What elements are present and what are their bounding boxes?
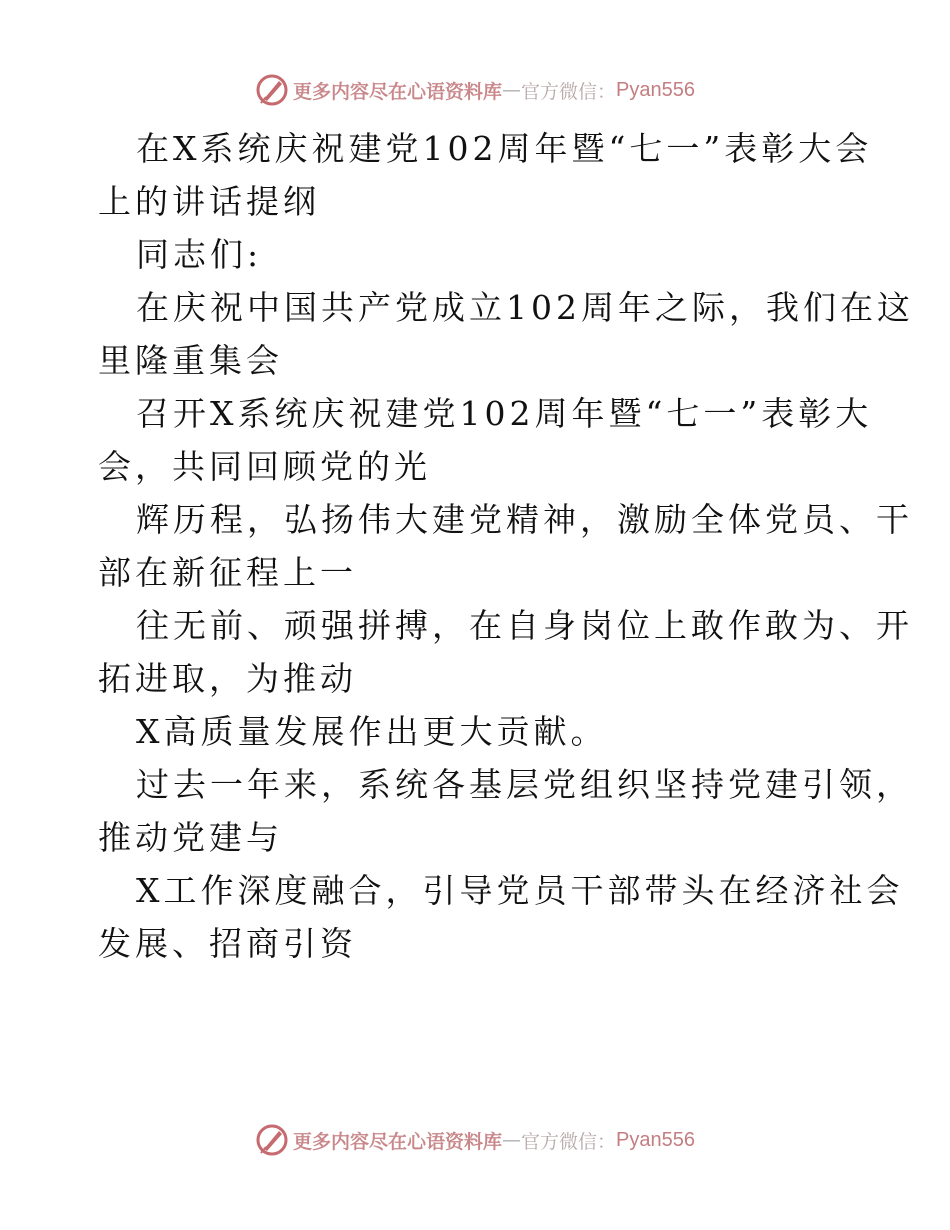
text-line: 拓进取，为推动	[98, 659, 357, 698]
text-line: 辉历程，弘扬伟大建党精神，激励全体党员、干	[136, 500, 913, 539]
text-line: X工作深度融合，引导党员干部带头在经济社会	[136, 871, 904, 910]
watermark-label: 官方微信：	[521, 1130, 617, 1153]
salutation: 同志们:	[136, 235, 263, 274]
text-line: 往无前、顽强拼搏，在自身岗位上敢作敢为、开	[136, 606, 913, 645]
text-line: 推动党建与	[98, 818, 283, 857]
text-line: X高质量发展作出更大贡献。	[136, 712, 608, 751]
watermark-handle: Pyan556	[616, 1128, 695, 1151]
watermark-dash: —	[502, 79, 522, 101]
text-line: 里隆重集会	[98, 341, 283, 380]
title-line-1: 在X系统庆祝建党102周年暨“七一”表彰大会	[136, 129, 873, 168]
watermark-handle: Pyan556	[616, 78, 695, 101]
footer-watermark	[0, 1120, 950, 1160]
text-line: 会，共同回顾党的光	[98, 447, 431, 486]
text-line: 召开X系统庆祝建党102周年暨“七一”表彰大	[136, 394, 873, 433]
text-line: 在庆祝中国共产党成立102周年之际，我们在这	[136, 288, 914, 327]
watermark-brand: 更多内容尽在心语资料库	[293, 1130, 503, 1153]
watermark-label: 官方微信：	[521, 80, 617, 103]
document-body	[98, 122, 914, 970]
text-line: 过去一年来，系统各基层党组织坚持党建引领，	[136, 765, 913, 804]
watermark-brand: 更多内容尽在心语资料库	[293, 80, 503, 103]
header-watermark	[0, 70, 950, 110]
text-line: 部在新征程上一	[98, 553, 357, 592]
watermark-dash: —	[502, 1129, 522, 1151]
title-line-2: 上的讲话提纲	[98, 182, 320, 221]
text-line: 发展、招商引资	[98, 924, 357, 963]
quill-logo-icon	[255, 73, 289, 107]
quill-logo-icon	[255, 1123, 289, 1157]
